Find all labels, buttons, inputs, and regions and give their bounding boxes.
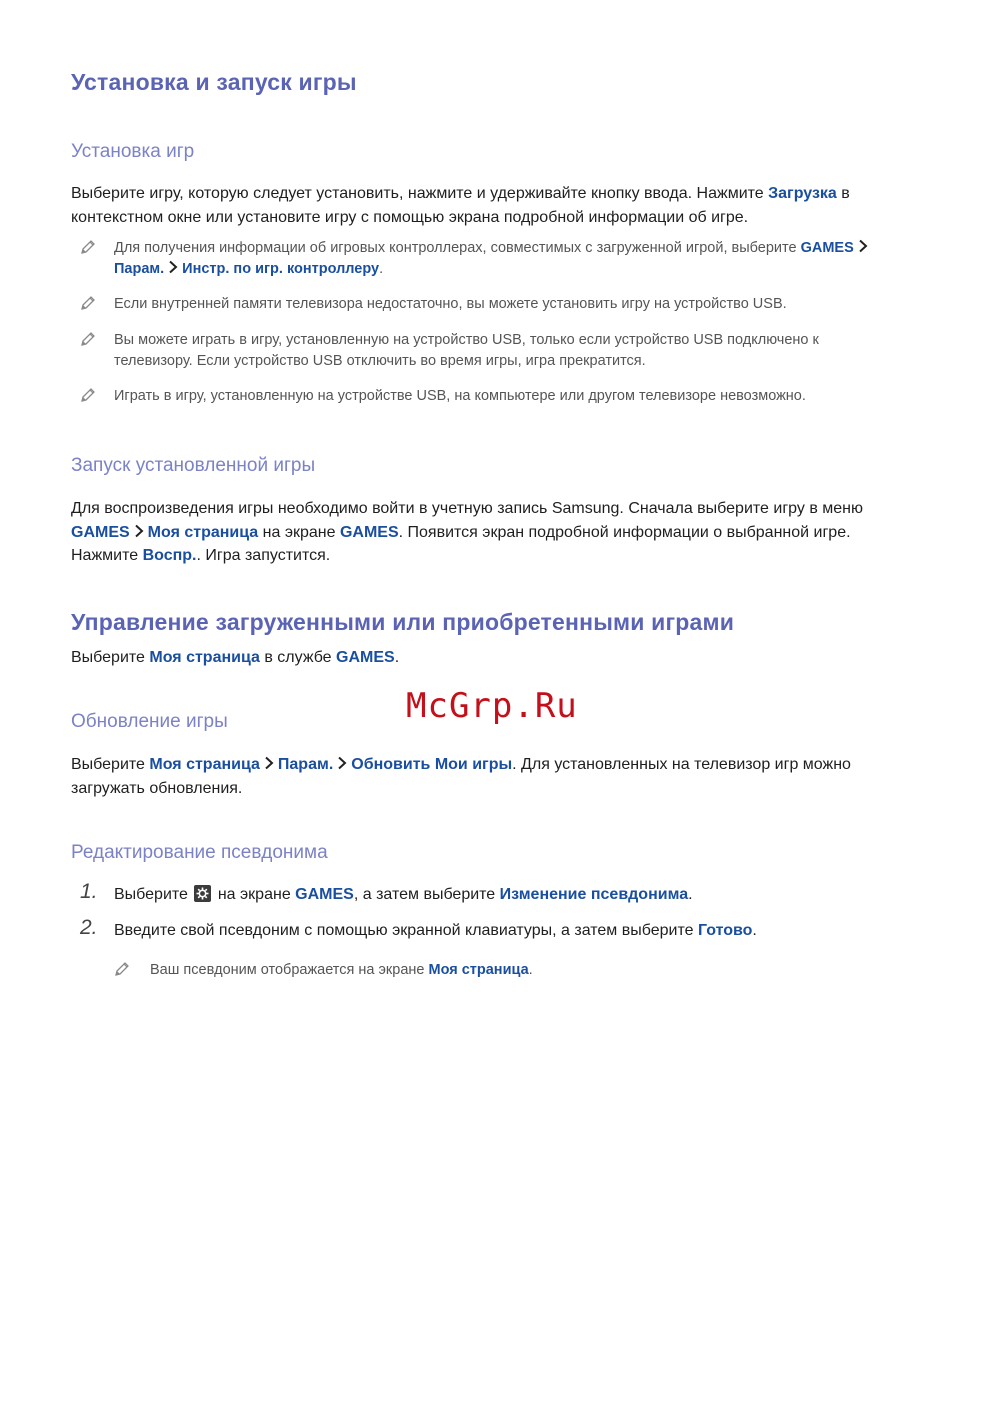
text: , а затем выберите bbox=[353, 886, 500, 903]
chevron-right-icon bbox=[335, 756, 349, 770]
done-link[interactable]: Готово bbox=[697, 922, 753, 939]
update-paragraph bbox=[71, 753, 961, 800]
watermark: McGrp.Ru bbox=[406, 686, 578, 726]
text: . bbox=[688, 886, 693, 903]
pencil-icon bbox=[79, 330, 97, 348]
step-2 bbox=[114, 919, 954, 943]
my-page-link[interactable]: Моя страница bbox=[149, 756, 260, 773]
text: . Для установленных на телевизор игр можно bbox=[512, 756, 851, 773]
chevron-right-icon bbox=[856, 239, 870, 253]
note-nickname-display bbox=[150, 960, 950, 981]
games-link[interactable]: GAMES bbox=[800, 240, 854, 256]
text: Введите свой псевдоним с помощью экранной клавиатуры, а затем выберите bbox=[114, 922, 698, 939]
gear-icon[interactable] bbox=[194, 885, 211, 902]
text: . Игра запустится. bbox=[196, 547, 331, 564]
text: Выберите bbox=[71, 649, 150, 666]
download-link[interactable]: Загрузка bbox=[768, 185, 837, 202]
note-usb-storage: Если внутренней памяти телевизора недостаточно, вы можете установить игру на устройство USB. bbox=[114, 296, 787, 312]
text: Для получения информации об игровых контроллерах, совместимых с загруженной игрой, выберите bbox=[114, 240, 801, 256]
section-title-install-launch: Установка и запуск игры bbox=[71, 69, 357, 95]
games-link[interactable]: GAMES bbox=[336, 649, 395, 666]
pencil-icon bbox=[113, 960, 131, 978]
subsection-title-edit-nickname: Редактирование псевдонима bbox=[71, 842, 328, 863]
install-paragraph bbox=[71, 182, 951, 229]
chevron-right-icon bbox=[262, 756, 276, 770]
note-controllers bbox=[114, 238, 954, 280]
note-usb-restriction: Играть в игру, установленную на устройстве USB, на компьютере или другом телевизоре невозможно. bbox=[114, 388, 806, 404]
update-my-games-link[interactable]: Обновить Мои игры bbox=[351, 756, 513, 773]
text: на экране bbox=[213, 886, 296, 903]
params-link[interactable]: Парам. bbox=[277, 756, 334, 773]
play-link[interactable]: Воспр. bbox=[142, 547, 197, 564]
text: . Появится экран подробной информации о выбранной игре. bbox=[398, 523, 851, 541]
manage-intro bbox=[71, 646, 399, 670]
games-link[interactable]: GAMES bbox=[295, 886, 354, 903]
text: Ваш псевдоним отображается на экране bbox=[150, 962, 429, 978]
text: Вы можете играть в игру, установленную на устройство USB, только если устройство USB подключено к bbox=[114, 332, 819, 348]
pencil-icon bbox=[79, 294, 97, 312]
text: . bbox=[528, 962, 533, 978]
text: . bbox=[379, 261, 384, 277]
subsection-title-update: Обновление игры bbox=[71, 711, 228, 732]
my-page-link[interactable]: Моя страница bbox=[149, 649, 260, 666]
controller-guide-link[interactable]: Инстр. по игр. контроллеру bbox=[182, 261, 380, 277]
my-page-link[interactable]: Моя страница bbox=[147, 523, 259, 541]
my-page-link[interactable]: Моя страница bbox=[428, 962, 529, 978]
text: контекстном окне или установите игру с помощью экрана подробной информации об игре. bbox=[71, 208, 749, 226]
step-number: 1. bbox=[80, 880, 98, 903]
text: в bbox=[836, 185, 850, 202]
chevron-right-icon bbox=[166, 260, 180, 274]
params-link[interactable]: Парам. bbox=[114, 261, 165, 277]
chevron-right-icon bbox=[132, 524, 146, 538]
subsection-title-launch: Запуск установленной игры bbox=[71, 455, 316, 476]
text: в службе bbox=[259, 649, 337, 666]
text: Выберите bbox=[114, 886, 193, 903]
change-nickname-link[interactable]: Изменение псевдонима bbox=[499, 886, 689, 903]
text: . bbox=[394, 649, 400, 666]
pencil-icon bbox=[79, 238, 97, 256]
text: телевизору. Если устройство USB отключить во время игры, игра прекратится. bbox=[114, 353, 646, 369]
text: . bbox=[752, 922, 757, 939]
subsection-title-install: Установка игр bbox=[71, 141, 195, 162]
text: Выберите игру, которую следует установить, нажмите и удерживайте кнопку ввода. Нажмите bbox=[71, 185, 769, 202]
text: Нажмите bbox=[71, 547, 143, 564]
note-usb-play bbox=[114, 330, 954, 372]
step-1 bbox=[114, 883, 954, 907]
launch-paragraph bbox=[71, 497, 961, 568]
section-title-manage-games: Управление загруженными или приобретенными играми bbox=[71, 609, 735, 635]
text: Выберите bbox=[71, 756, 150, 773]
text: загружать обновления. bbox=[71, 779, 243, 797]
games-link[interactable]: GAMES bbox=[339, 523, 399, 541]
pencil-icon bbox=[79, 386, 97, 404]
games-link[interactable]: GAMES bbox=[71, 523, 130, 541]
text: на экране bbox=[258, 523, 340, 541]
step-number: 2. bbox=[80, 916, 98, 939]
text: Для воспроизведения игры необходимо войти в учетную запись Samsung. Сначала выберите игру в меню bbox=[71, 500, 863, 517]
